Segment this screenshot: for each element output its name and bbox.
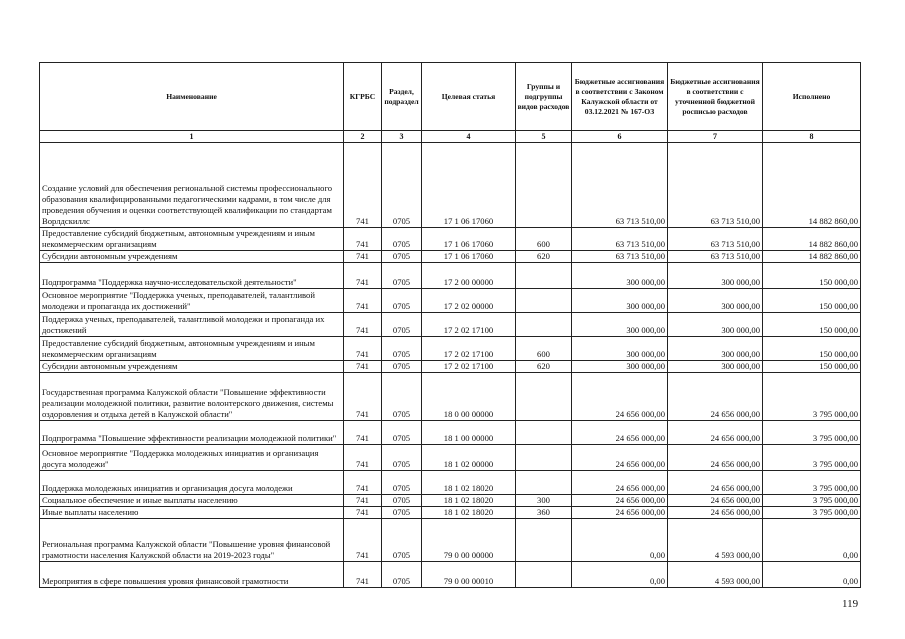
cell-group: 360 xyxy=(516,507,572,519)
table-row xyxy=(40,421,861,445)
cell-done: 3 795 000,00 xyxy=(763,421,861,445)
cell-done: 3 795 000,00 xyxy=(763,471,861,495)
cell-group: 600 xyxy=(516,228,572,251)
cell-target: 17 2 00 00000 xyxy=(422,263,516,289)
cell-plan: 300 000,00 xyxy=(668,337,763,361)
cell-group xyxy=(516,421,572,445)
cell-done: 150 000,00 xyxy=(763,361,861,373)
cell-plan: 63 713 510,00 xyxy=(668,251,763,263)
table-row xyxy=(40,289,861,313)
cell-plan: 300 000,00 xyxy=(668,313,763,337)
cell-name: Подпрограмма "Повышение эффективности реализации молодежной политики" xyxy=(40,421,344,445)
cell-plan: 24 656 000,00 xyxy=(668,373,763,421)
table-row xyxy=(40,373,861,421)
cell-section: 0705 xyxy=(382,289,422,313)
table-body xyxy=(40,143,861,588)
cell-group xyxy=(516,313,572,337)
cell-plan: 24 656 000,00 xyxy=(668,421,763,445)
cell-plan: 24 656 000,00 xyxy=(668,471,763,495)
column-number: 4 xyxy=(422,131,516,143)
cell-target: 17 2 02 00000 xyxy=(422,289,516,313)
cell-group: 600 xyxy=(516,337,572,361)
cell-plan: 24 656 000,00 xyxy=(668,507,763,519)
cell-done: 150 000,00 xyxy=(763,313,861,337)
cell-kgrbs: 741 xyxy=(344,313,382,337)
column-number: 6 xyxy=(572,131,668,143)
cell-target: 18 1 02 18020 xyxy=(422,495,516,507)
cell-group xyxy=(516,471,572,495)
cell-group xyxy=(516,373,572,421)
cell-law: 24 656 000,00 xyxy=(572,507,668,519)
cell-group xyxy=(516,289,572,313)
cell-plan: 24 656 000,00 xyxy=(668,495,763,507)
cell-law: 24 656 000,00 xyxy=(572,421,668,445)
header-cell: Раздел, подраздел xyxy=(382,63,422,131)
cell-section: 0705 xyxy=(382,471,422,495)
cell-kgrbs: 741 xyxy=(344,263,382,289)
cell-section: 0705 xyxy=(382,421,422,445)
cell-target: 18 0 00 00000 xyxy=(422,373,516,421)
cell-law: 0,00 xyxy=(572,519,668,562)
cell-kgrbs: 741 xyxy=(344,373,382,421)
header-cell: Наименование xyxy=(40,63,344,131)
cell-name: Иные выплаты населению xyxy=(40,507,344,519)
cell-plan: 63 713 510,00 xyxy=(668,143,763,228)
cell-plan: 4 593 000,00 xyxy=(668,562,763,588)
table-row xyxy=(40,228,861,251)
column-number: 3 xyxy=(382,131,422,143)
cell-section: 0705 xyxy=(382,519,422,562)
cell-section: 0705 xyxy=(382,228,422,251)
cell-name: Государственная программа Калужской области "Повышение эффективности реализации молодежной политики, развитие волонтерского движения, системы оздоровления и отдыха детей в Калужской области" xyxy=(40,373,344,421)
cell-done: 150 000,00 xyxy=(763,263,861,289)
cell-law: 24 656 000,00 xyxy=(572,495,668,507)
cell-name: Субсидии автономным учреждениям xyxy=(40,361,344,373)
cell-done: 3 795 000,00 xyxy=(763,495,861,507)
cell-target: 17 1 06 17060 xyxy=(422,228,516,251)
cell-law: 300 000,00 xyxy=(572,263,668,289)
cell-kgrbs: 741 xyxy=(344,507,382,519)
column-number: 7 xyxy=(668,131,763,143)
page-number: 119 xyxy=(842,598,859,610)
cell-target: 18 1 02 18020 xyxy=(422,507,516,519)
cell-law: 300 000,00 xyxy=(572,289,668,313)
cell-target: 17 2 02 17100 xyxy=(422,361,516,373)
table-row xyxy=(40,495,861,507)
cell-plan: 300 000,00 xyxy=(668,361,763,373)
cell-section: 0705 xyxy=(382,445,422,471)
cell-done: 14 882 860,00 xyxy=(763,228,861,251)
cell-group: 620 xyxy=(516,251,572,263)
cell-kgrbs: 741 xyxy=(344,337,382,361)
cell-kgrbs: 741 xyxy=(344,445,382,471)
cell-name: Предоставление субсидий бюджетным, автономным учреждениям и иным некоммерческим организациям xyxy=(40,228,344,251)
cell-group xyxy=(516,445,572,471)
cell-target: 17 1 06 17060 xyxy=(422,143,516,228)
cell-law: 24 656 000,00 xyxy=(572,373,668,421)
cell-target: 18 1 02 00000 xyxy=(422,445,516,471)
cell-kgrbs: 741 xyxy=(344,228,382,251)
cell-kgrbs: 741 xyxy=(344,495,382,507)
cell-name: Социальное обеспечение и иные выплаты населению xyxy=(40,495,344,507)
cell-section: 0705 xyxy=(382,263,422,289)
cell-plan: 300 000,00 xyxy=(668,263,763,289)
cell-section: 0705 xyxy=(382,361,422,373)
cell-target: 17 2 02 17100 xyxy=(422,337,516,361)
table-row xyxy=(40,251,861,263)
cell-name: Поддержка ученых, преподавателей, талантливой молодежи и пропаганда их достижений xyxy=(40,313,344,337)
cell-section: 0705 xyxy=(382,313,422,337)
table-row xyxy=(40,143,861,228)
cell-target: 79 0 00 00010 xyxy=(422,562,516,588)
table-row xyxy=(40,507,861,519)
cell-law: 63 713 510,00 xyxy=(572,228,668,251)
budget-table xyxy=(39,62,861,588)
cell-kgrbs: 741 xyxy=(344,251,382,263)
cell-kgrbs: 741 xyxy=(344,562,382,588)
cell-done: 0,00 xyxy=(763,562,861,588)
cell-kgrbs: 741 xyxy=(344,361,382,373)
column-number: 8 xyxy=(763,131,861,143)
cell-done: 3 795 000,00 xyxy=(763,373,861,421)
header-cell: Целевая статья xyxy=(422,63,516,131)
cell-name: Мероприятия в сфере повышения уровня финансовой грамотности xyxy=(40,562,344,588)
cell-plan: 300 000,00 xyxy=(668,289,763,313)
table-row xyxy=(40,562,861,588)
cell-done: 0,00 xyxy=(763,519,861,562)
cell-law: 0,00 xyxy=(572,562,668,588)
column-number-row xyxy=(40,131,861,143)
cell-name: Основное мероприятие "Поддержка ученых, преподавателей, талантливой молодежи и пропаганда их достижений" xyxy=(40,289,344,313)
cell-done: 3 795 000,00 xyxy=(763,445,861,471)
cell-name: Подпрограмма "Поддержка научно-исследовательской деятельности" xyxy=(40,263,344,289)
cell-name: Региональная программа Калужской области "Повышение уровня финансовой грамотности населения Калужской области на 2019-2023 годы" xyxy=(40,519,344,562)
cell-name: Предоставление субсидий бюджетным, автономным учреждениям и иным некоммерческим организациям xyxy=(40,337,344,361)
table-row xyxy=(40,263,861,289)
table-row xyxy=(40,337,861,361)
cell-plan: 4 593 000,00 xyxy=(668,519,763,562)
column-number: 1 xyxy=(40,131,344,143)
cell-name: Субсидии автономным учреждениям xyxy=(40,251,344,263)
cell-section: 0705 xyxy=(382,562,422,588)
cell-law: 300 000,00 xyxy=(572,361,668,373)
table-row xyxy=(40,313,861,337)
table-row xyxy=(40,519,861,562)
cell-done: 14 882 860,00 xyxy=(763,251,861,263)
cell-section: 0705 xyxy=(382,337,422,361)
column-number: 2 xyxy=(344,131,382,143)
cell-done: 3 795 000,00 xyxy=(763,507,861,519)
cell-kgrbs: 741 xyxy=(344,519,382,562)
cell-law: 24 656 000,00 xyxy=(572,445,668,471)
cell-section: 0705 xyxy=(382,495,422,507)
header-cell: Бюджетные ассигнования в соответствии с уточненной бюджетной росписью расходов xyxy=(668,63,763,131)
cell-group xyxy=(516,143,572,228)
cell-kgrbs: 741 xyxy=(344,289,382,313)
cell-target: 17 1 06 17060 xyxy=(422,251,516,263)
cell-group xyxy=(516,562,572,588)
table-row xyxy=(40,361,861,373)
table-row xyxy=(40,445,861,471)
cell-section: 0705 xyxy=(382,373,422,421)
cell-done: 150 000,00 xyxy=(763,289,861,313)
header-row xyxy=(40,63,861,131)
cell-section: 0705 xyxy=(382,143,422,228)
cell-target: 17 2 02 17100 xyxy=(422,313,516,337)
cell-target: 18 1 00 00000 xyxy=(422,421,516,445)
table-row xyxy=(40,471,861,495)
cell-law: 300 000,00 xyxy=(572,337,668,361)
header-cell: КГРБС xyxy=(344,63,382,131)
cell-kgrbs: 741 xyxy=(344,421,382,445)
cell-target: 79 0 00 00000 xyxy=(422,519,516,562)
cell-section: 0705 xyxy=(382,507,422,519)
cell-name: Основное мероприятие "Поддержка молодежных инициатив и организация досуга молодежи" xyxy=(40,445,344,471)
cell-name: Создание условий для обеспечения региональной системы профессионального образования квалифицированными педагогическими кадрами, в том числе для проведения обучения и оценки соответствующей квалификации по стандартам Ворлдскиллс xyxy=(40,143,344,228)
column-number: 5 xyxy=(516,131,572,143)
cell-plan: 24 656 000,00 xyxy=(668,445,763,471)
cell-kgrbs: 741 xyxy=(344,143,382,228)
cell-name: Поддержка молодежных инициатив и организация досуга молодежи xyxy=(40,471,344,495)
cell-done: 14 882 860,00 xyxy=(763,143,861,228)
cell-group xyxy=(516,263,572,289)
cell-law: 24 656 000,00 xyxy=(572,471,668,495)
header-cell: Группы и подгруппы видов расходов xyxy=(516,63,572,131)
cell-target: 18 1 02 18020 xyxy=(422,471,516,495)
cell-law: 63 713 510,00 xyxy=(572,143,668,228)
cell-group: 620 xyxy=(516,361,572,373)
header-cell: Бюджетные ассигнования в соответствии с Законом Калужской области от 03.12.2021 № 167-ОЗ xyxy=(572,63,668,131)
cell-law: 63 713 510,00 xyxy=(572,251,668,263)
cell-kgrbs: 741 xyxy=(344,471,382,495)
cell-group: 300 xyxy=(516,495,572,507)
header-cell: Исполнено xyxy=(763,63,861,131)
cell-law: 300 000,00 xyxy=(572,313,668,337)
cell-group xyxy=(516,519,572,562)
cell-done: 150 000,00 xyxy=(763,337,861,361)
cell-section: 0705 xyxy=(382,251,422,263)
cell-plan: 63 713 510,00 xyxy=(668,228,763,251)
